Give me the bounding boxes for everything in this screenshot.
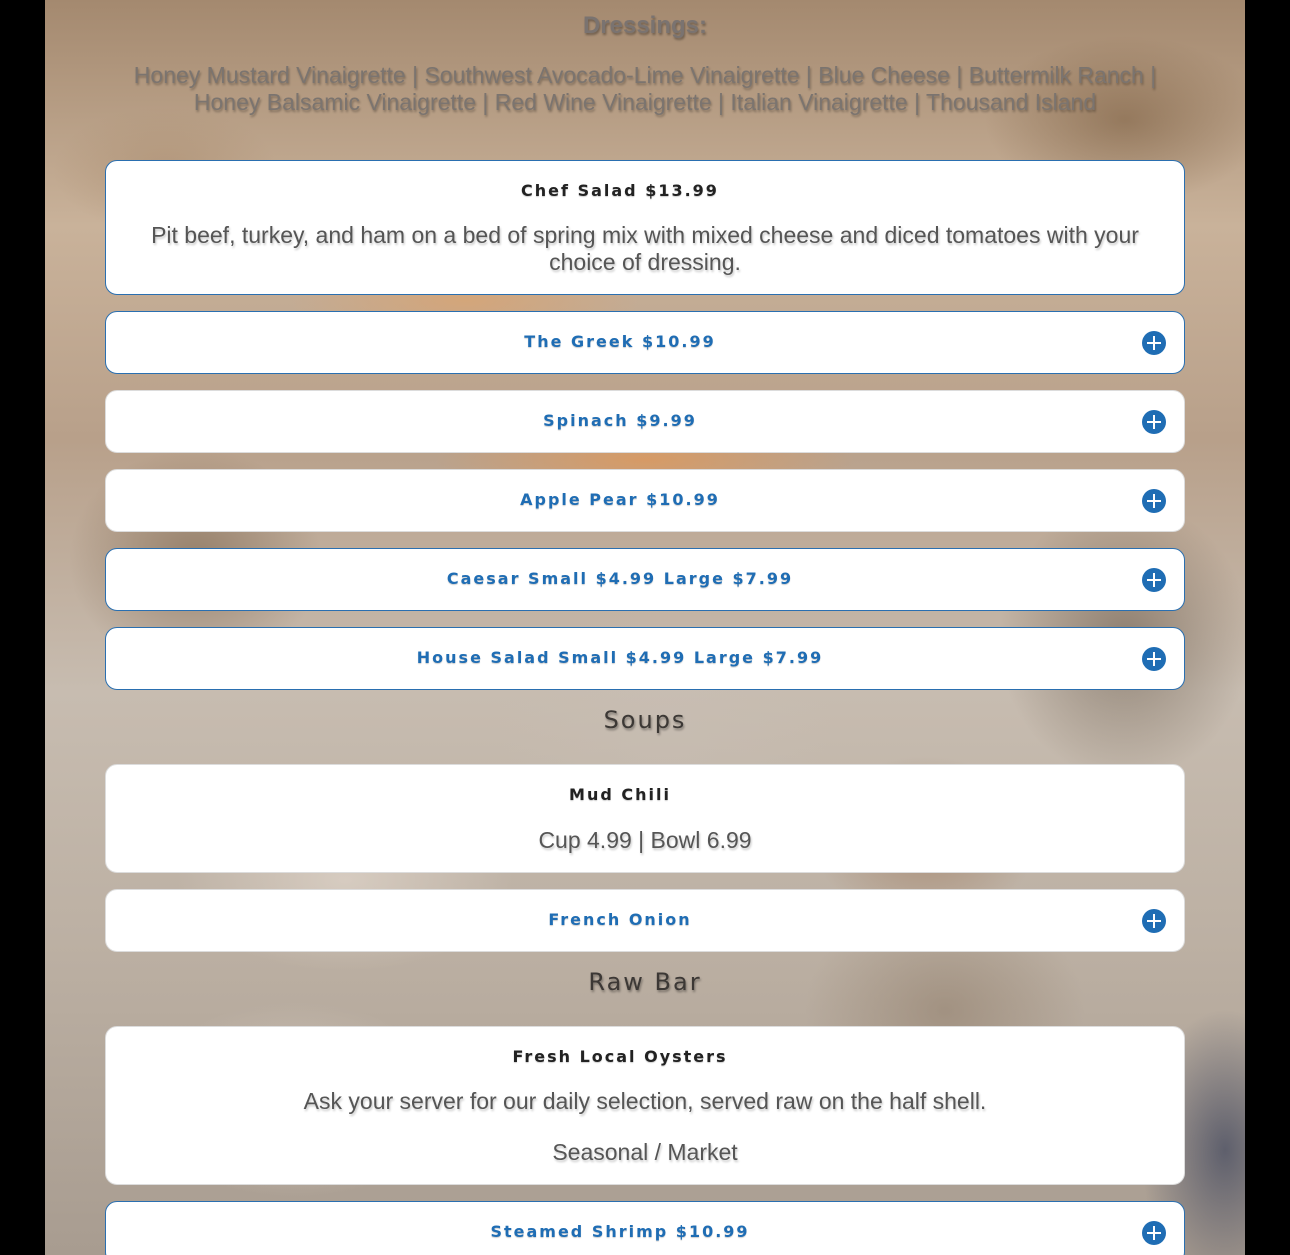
accordion-title[interactable]: Chef Salad $13.99	[521, 181, 719, 200]
accordion-house-salad[interactable]	[105, 627, 1185, 690]
accordion-title[interactable]: Apple Pear $10.99	[520, 490, 720, 509]
accordion-fresh-local-oysters[interactable]	[105, 1026, 1185, 1185]
accordion-title[interactable]: House Salad Small $4.99 Large $7.99	[416, 648, 824, 667]
accordion-price: Seasonal / Market	[552, 1139, 738, 1165]
expand-plus-icon[interactable]	[1142, 568, 1166, 592]
dressings-list: Honey Mustard Vinaigrette | Southwest Avocado-Lime Vinaigrette | Blue Cheese | Buttermilk Ranch | Honey Balsamic Vinaigrette | Red Wine Vinaigrette | Italian Vinaigrette | Thousand Island	[133, 62, 1157, 115]
accordion-caesar[interactable]	[105, 548, 1185, 611]
expand-plus-icon[interactable]	[1142, 1221, 1166, 1245]
accordion-french-onion[interactable]	[105, 889, 1185, 952]
accordion-title[interactable]: Steamed Shrimp $10.99	[490, 1222, 750, 1241]
accordion-description: Pit beef, turkey, and ham on a bed of spring mix with mixed cheese and diced tomatoes with your choice of dressing.	[151, 222, 1139, 275]
accordion-mud-chili[interactable]	[105, 764, 1185, 873]
expand-plus-icon[interactable]	[1142, 489, 1166, 513]
accordion-title[interactable]: Fresh Local Oysters	[512, 1047, 728, 1066]
expand-plus-icon[interactable]	[1142, 410, 1166, 434]
accordion-price: Cup 4.99 | Bowl 6.99	[538, 827, 752, 853]
accordion-the-greek[interactable]	[105, 311, 1185, 374]
accordion-title[interactable]: Caesar Small $4.99 Large $7.99	[446, 569, 794, 588]
accordion-description: Ask your server for our daily selection, served raw on the half shell.	[303, 1088, 987, 1114]
dressings-title: Dressings:	[582, 12, 708, 39]
accordion-spinach[interactable]	[105, 390, 1185, 453]
accordion-title[interactable]: Mud Chili	[569, 785, 671, 804]
accordion-chef-salad[interactable]	[105, 160, 1185, 295]
section-title-soups: Soups	[603, 706, 687, 734]
accordion-title[interactable]: The Greek $10.99	[524, 332, 716, 351]
expand-plus-icon[interactable]	[1142, 909, 1166, 933]
section-title-raw-bar: Raw Bar	[588, 968, 702, 996]
expand-plus-icon[interactable]	[1142, 647, 1166, 671]
menu-page	[45, 0, 1245, 1255]
accordion-title[interactable]: French Onion	[548, 910, 692, 929]
expand-plus-icon[interactable]	[1142, 331, 1166, 355]
accordion-apple-pear[interactable]	[105, 469, 1185, 532]
accordion-steamed-shrimp[interactable]	[105, 1201, 1185, 1255]
accordion-title[interactable]: Spinach $9.99	[543, 411, 697, 430]
